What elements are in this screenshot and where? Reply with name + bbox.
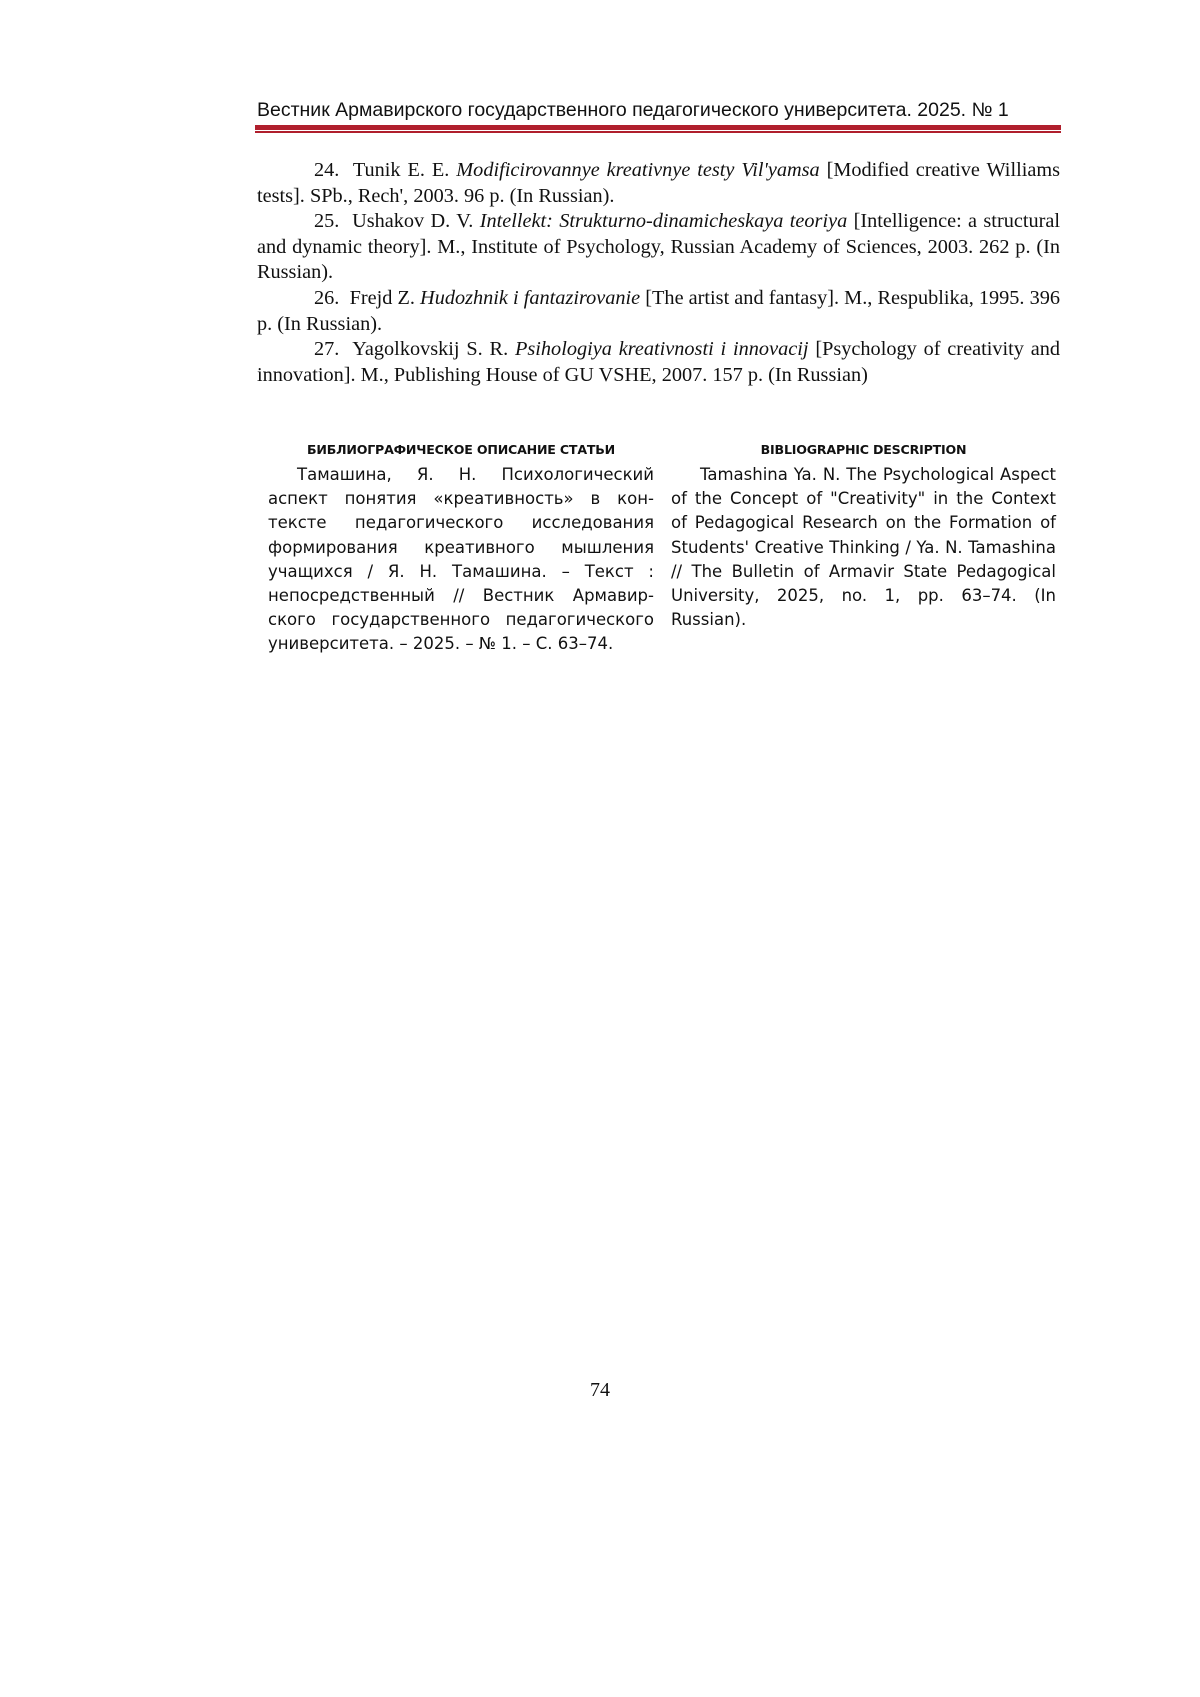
reference-item-25 xyxy=(257,209,1060,286)
bibliographic-heading-english: BIBLIOGRAPHIC DESCRIPTION xyxy=(760,442,967,457)
reference-title: Psihologiya kreativnosti i innovacij xyxy=(515,338,809,361)
page-number: 74 xyxy=(590,1379,610,1401)
reference-authors: Tunik E. E. xyxy=(352,159,450,181)
reference-item-24 xyxy=(257,158,1060,209)
journal-running-head: Вестник Армавирского государственного педагогического университета. 2025. № 1 xyxy=(257,99,1009,121)
reference-item-26 xyxy=(257,286,1060,337)
reference-details: [The artist and fantasy]. M., Respublika, 1995. 396 p. (In Russian). xyxy=(257,286,1061,335)
reference-authors: Ushakov D. V. xyxy=(352,210,474,233)
bibliographic-text-english: Tamashina Ya. N. The Psychological Aspect of the Concept of "Creativity" in the Context of Pedagogical Research on the Formation of Students' Creative Thinking / Ya. N. Tamashina // The Bulletin of Armavir State Pedagogical University, 2025, no. 1, pp. 63–74. (In Russian). xyxy=(671,465,1056,630)
reference-number: 25. xyxy=(314,210,340,233)
header-rule-thick xyxy=(255,125,1061,130)
reference-title: Intellekt: Strukturno-dinamicheskaya teoriya xyxy=(479,210,848,233)
header-rule-thin xyxy=(255,131,1061,133)
reference-number: 26. xyxy=(314,286,340,309)
bibliographic-heading-russian: БИБЛИОГРАФИЧЕСКОЕ ОПИСАНИЕ СТАТЬИ xyxy=(306,442,616,457)
reference-details: [Psychology of creativity and innovation]. M., Publishing House of GU VSHE, 2007. 157 p. (In Russian) xyxy=(257,338,1061,386)
reference-title: Hudozhnik i fantazirovanie xyxy=(420,286,641,309)
bibliographic-text-russian: Тамашина, Я. Н. Психологический аспект понятия «креативность» в контексте педагогического исследования формирования креативного мышления учащихся / Я. Н. Тамашина. – Текст : непосредственный // Вестник Армавирского государственного педагогического университета. – 2025. – № 1. – С. 63–74. xyxy=(268,465,654,654)
reference-authors: Yagolkovskij S. R. xyxy=(352,338,509,361)
bibliographic-description-russian xyxy=(268,441,654,657)
reference-number: 27. xyxy=(314,338,340,361)
bibliographic-description-english xyxy=(671,441,1056,632)
reference-number: 24. xyxy=(314,159,340,181)
reference-item-27 xyxy=(257,337,1060,388)
reference-details: [Intelligence: a structural and dynamic theory]. M., Institute of Psychology, Russian Academy of Sciences, 2003. 262 p. (In Russian). xyxy=(257,210,1061,284)
reference-title: Modificirovannye kreativnye testy Vil'yamsa xyxy=(456,159,820,181)
reference-authors: Frejd Z. xyxy=(349,286,415,309)
reference-list xyxy=(257,158,1060,388)
reference-details: [Modified creative Williams tests]. SPb., Rech', 2003. 96 p. (In Russian). xyxy=(257,159,1061,207)
